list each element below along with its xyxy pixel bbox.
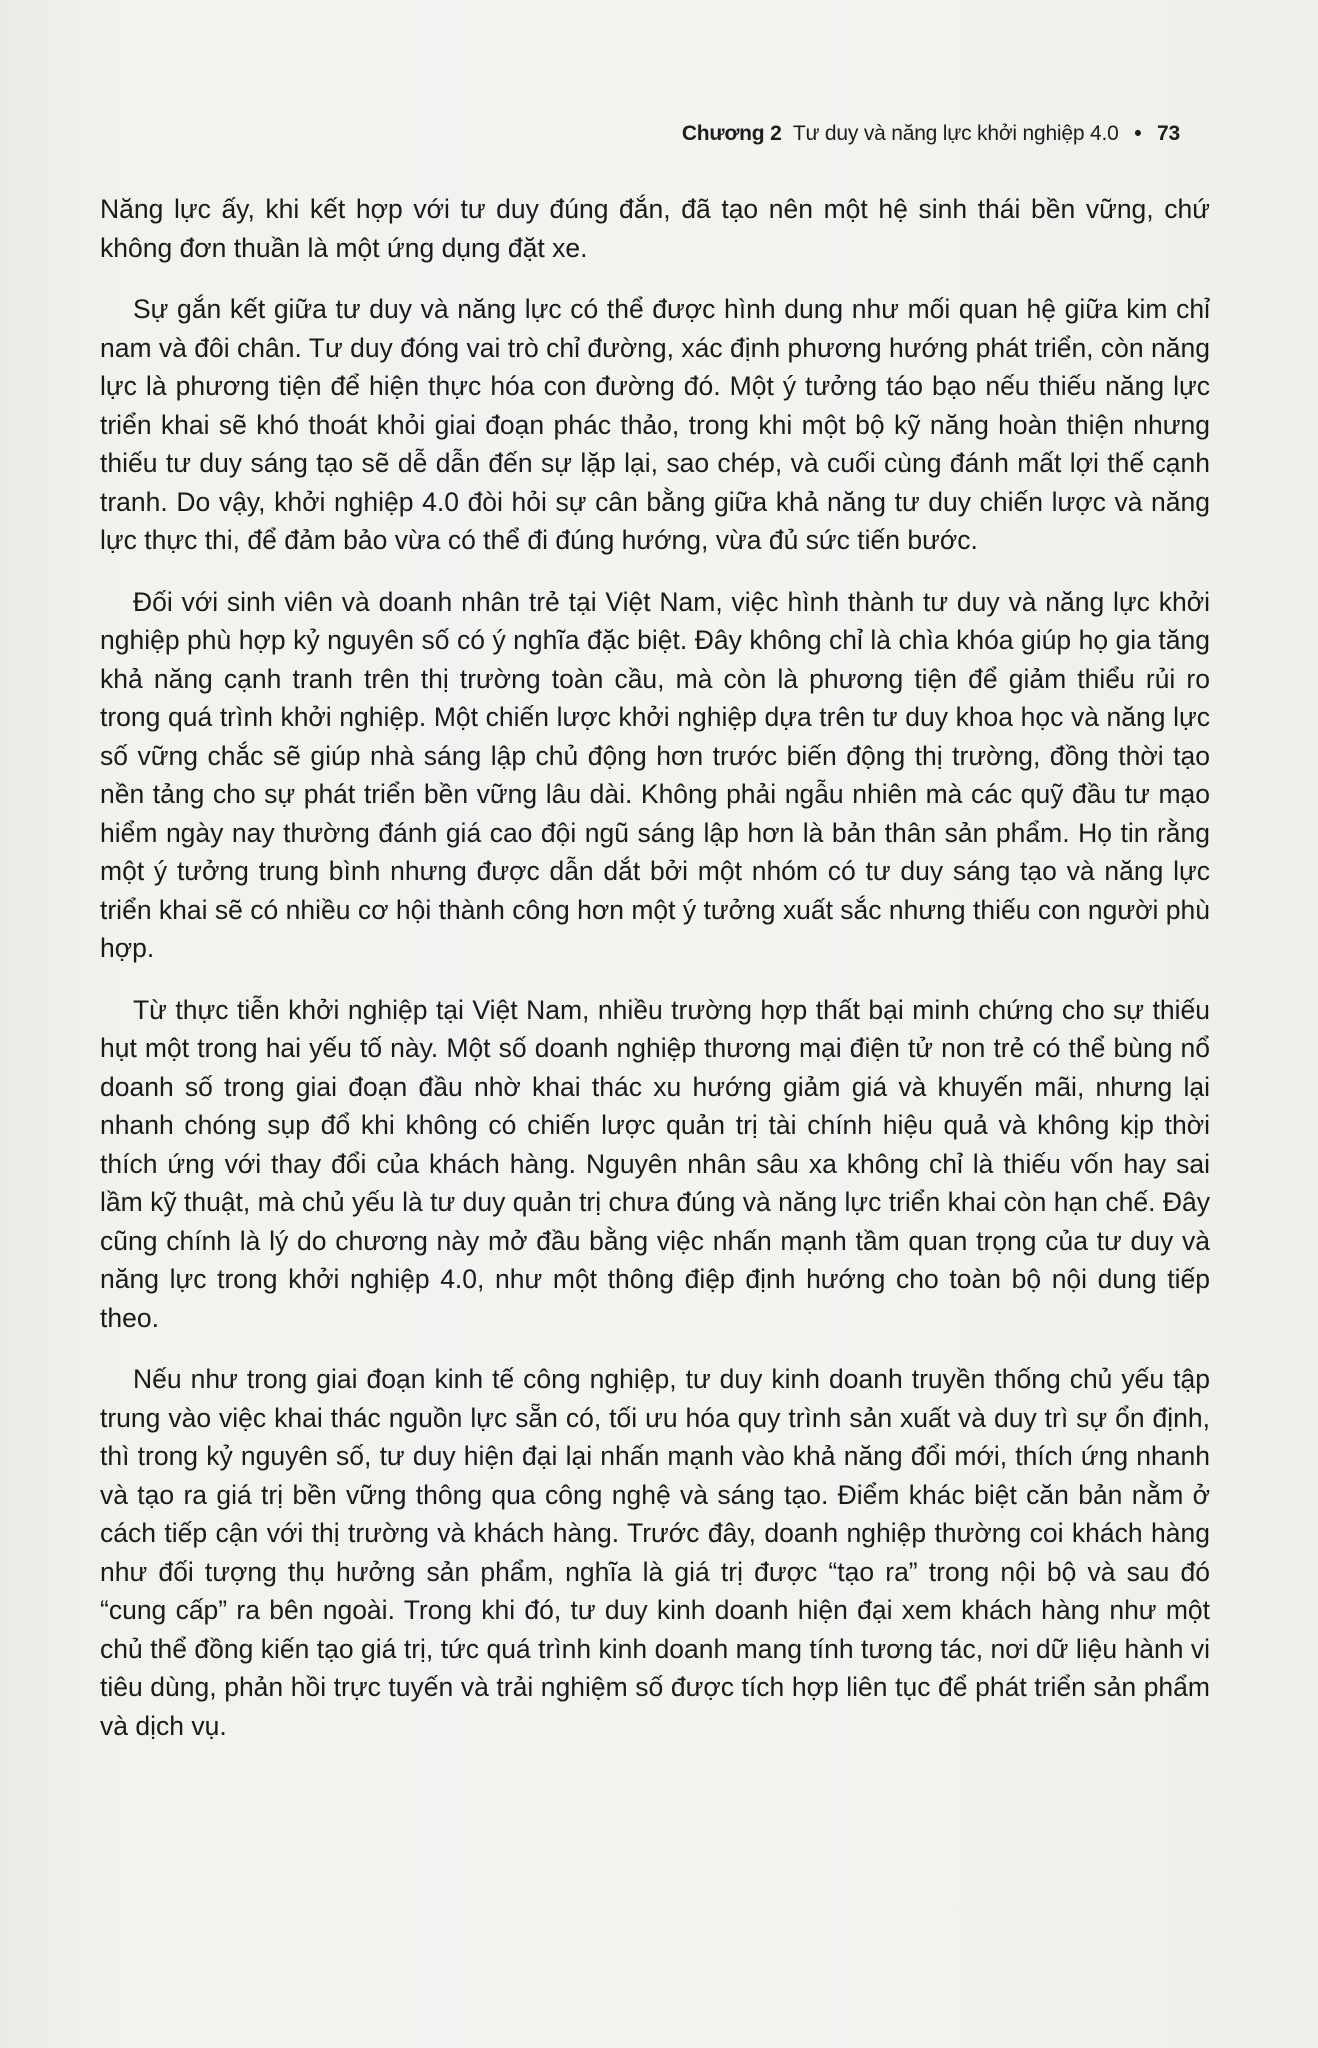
body-text [100,190,1210,1768]
running-header [682,122,1180,146]
page-number: 73 [1157,122,1180,145]
paragraph: Sự gắn kết giữa tư duy và năng lực có thể được hình dung như mối quan hệ giữa kim chỉ nam và đôi chân. Tư duy đóng vai trò chỉ đường, xác định phương hướng phát triển, còn năng lực là phương tiện để hiện thực hóa con đường đó. Một ý tưởng táo bạo nếu thiếu năng lực triển khai sẽ khó thoát khỏi giai đoạn phác thảo, trong khi một bộ kỹ năng hoàn thiện nhưng thiếu tư duy sáng tạo sẽ dễ dẫn đến sự lặp lại, sao chép, và cuối cùng đánh mất lợi thế cạnh tranh. Do vậy, khởi nghiệp 4.0 đòi hỏi sự cân bằng giữa khả năng tư duy chiến lược và năng lực thực thi, để đảm bảo vừa có thể đi đúng hướng, vừa đủ sức tiến bước. [100,294,1210,555]
paragraph: Đối với sinh viên và doanh nhân trẻ tại Việt Nam, việc hình thành tư duy và năng lực khởi nghiệp phù hợp kỷ nguyên số có ý nghĩa đặc biệt. Đây không chỉ là chìa khóa giúp họ gia tăng khả năng cạnh tranh trên thị trường toàn cầu, mà còn là phương tiện để giảm thiểu rủi ro trong quá trình khởi nghiệp. Một chiến lược khởi nghiệp dựa trên tư duy khoa học và năng lực số vững chắc sẽ giúp nhà sáng lập chủ động hơn trước biến động thị trường, đồng thời tạo nền tảng cho sự phát triển bền vững lâu dài. Không phải ngẫu nhiên mà các quỹ đầu tư mạo hiểm ngày nay thường đánh giá cao đội ngũ sáng lập hơn là bản thân sản phẩm. Họ tin rằng một ý tưởng trung bình nhưng được dẫn dắt bởi một nhóm có tư duy sáng tạo và năng lực triển khai sẽ có nhiều cơ hội thành công hơn một ý tưởng xuất sắc nhưng thiếu con người phù hợp. [100,586,1210,963]
paragraph: Nếu như trong giai đoạn kinh tế công nghiệp, tư duy kinh doanh truyền thống chủ yếu tập trung vào việc khai thác nguồn lực sẵn có, tối ưu hóa quy trình sản xuất và duy trì sự ổn định, thì trong kỷ nguyên số, tư duy hiện đại lại nhấn mạnh vào khả năng đổi mới, thích ứng nhanh và tạo ra giá trị bền vững thông qua công nghệ và sáng tạo. Điểm khác biệt căn bản nằm ở cách tiếp cận với thị trường và khách hàng. Trước đây, doanh nghiệp thường coi khách hàng như đối tượng thụ hưởng sản phẩm, nghĩa là giá trị được “tạo ra” trong nội bộ và sau đó “cung cấp” ra bên ngoài. Trong khi đó, tư duy kinh doanh hiện đại xem khách hàng như một chủ thể đồng kiến tạo giá trị, tức quá trình kinh doanh mang tính tương tác, nơi dữ liệu hành vi tiêu dùng, phản hồi trực tuyến và trải nghiệm số được tích hợp liên tục để phát triển sản phẩm và dịch vụ. [100,1364,1210,1741]
paragraph: Từ thực tiễn khởi nghiệp tại Việt Nam, nhiều trường hợp thất bại minh chứng cho sự thiếu hụt một trong hai yếu tố này. Một số doanh nghiệp thương mại điện tử non trẻ có thể bùng nổ doanh số trong giai đoạn đầu nhờ khai thác xu hướng giảm giá và khuyến mãi, nhưng lại nhanh chóng sụp đổ khi không có chiến lược quản trị tài chính hiệu quả và không kịp thời thích ứng với thay đổi của khách hàng. Nguyên nhân sâu xa không chỉ là thiếu vốn hay sai lầm kỹ thuật, mà chủ yếu là tư duy quản trị chưa đúng và năng lực triển khai còn hạn chế. Đây cũng chính là lý do chương này mở đầu bằng việc nhấn mạnh tầm quan trọng của tư duy và năng lực trong khởi nghiệp 4.0, như một thông điệp định hướng cho toàn bộ nội dung tiếp theo. [100,994,1210,1333]
chapter-title: Tư duy và năng lực khởi nghiệp 4.0 [792,122,1119,145]
header-separator: • [1134,122,1142,145]
chapter-label: Chương 2 [681,122,782,145]
paragraph: Năng lực ấy, khi kết hợp với tư duy đúng đắn, đã tạo nên một hệ sinh thái bền vững, chứ không đơn thuần là một ứng dụng đặt xe. [100,194,1210,263]
